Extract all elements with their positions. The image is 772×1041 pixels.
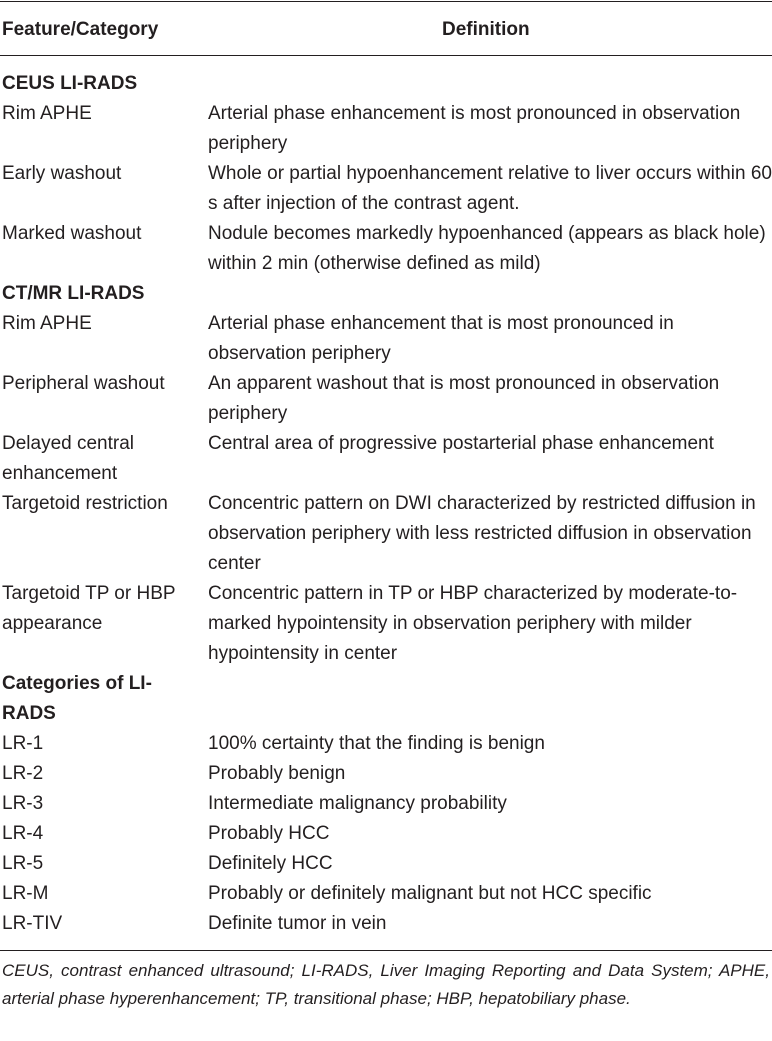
feature-cell: Marked washout bbox=[2, 223, 142, 244]
table-row bbox=[0, 909, 772, 939]
definition-cell: Arterial phase enhancement that is most pronounced in observation periphery bbox=[208, 313, 674, 364]
column-header-feature: Feature/Category bbox=[2, 19, 159, 40]
table-row bbox=[0, 879, 772, 909]
table-row bbox=[0, 489, 772, 579]
table-row bbox=[0, 309, 772, 369]
definition-cell: An apparent washout that is most pronounced in observation periphery bbox=[208, 373, 720, 424]
definition-cell: Nodule becomes markedly hypoenhanced (appears as black hole) within 2 min (otherwise defined as mild) bbox=[208, 223, 766, 274]
definition-cell: Arterial phase enhancement is most pronounced in observation periphery bbox=[208, 103, 741, 154]
table-row bbox=[0, 369, 772, 429]
section-title-ctmr: CT/MR LI-RADS bbox=[2, 283, 145, 304]
table-row bbox=[0, 819, 772, 849]
feature-cell: Early washout bbox=[2, 163, 122, 184]
definition-cell: Probably benign bbox=[208, 763, 346, 784]
table-row bbox=[0, 579, 772, 669]
table-body bbox=[0, 69, 772, 939]
definition-cell: Whole or partial hypoenhancement relative to liver occurs within 60 s after injection of the contrast agent. bbox=[208, 163, 772, 214]
definition-cell: Definite tumor in vein bbox=[208, 913, 387, 934]
section-title-ceus: CEUS LI-RADS bbox=[2, 73, 138, 94]
definition-cell: Central area of progressive postarterial phase enhancement bbox=[208, 433, 714, 454]
feature-cell: LR-1 bbox=[2, 733, 44, 754]
feature-cell: LR-3 bbox=[2, 793, 44, 814]
feature-cell: LR-2 bbox=[2, 763, 44, 784]
column-header-definition: Definition bbox=[442, 19, 530, 40]
feature-cell: LR-5 bbox=[2, 853, 44, 874]
table-footnote: CEUS, contrast enhanced ultrasound; LI-RADS, Liver Imaging Reporting and Data System; APHE, arterial phase hyperenhancement; TP, transitional phase; HBP, hepatobiliary phase. bbox=[2, 961, 770, 1008]
feature-cell: Targetoid restriction bbox=[2, 493, 168, 514]
table-row bbox=[0, 849, 772, 879]
feature-cell: Rim APHE bbox=[2, 103, 92, 124]
feature-cell: Rim APHE bbox=[2, 313, 92, 334]
section-title-categories: Categories of LI-RADS bbox=[2, 673, 152, 724]
table-row bbox=[0, 159, 772, 219]
definition-cell: 100% certainty that the finding is benign bbox=[208, 733, 545, 754]
table-row bbox=[0, 729, 772, 759]
definition-cell: Concentric pattern in TP or HBP characterized by moderate-to-marked hypointensity in observation periphery with milder hypointensity in center bbox=[208, 583, 738, 664]
feature-cell: LR-4 bbox=[2, 823, 44, 844]
feature-cell: LR-M bbox=[2, 883, 49, 904]
table-row bbox=[0, 759, 772, 789]
table-top-rule bbox=[0, 1, 772, 2]
feature-cell: Targetoid TP or HBP appearance bbox=[2, 583, 176, 634]
definition-cell: Concentric pattern on DWI characterized by restricted diffusion in observation periphery with less restricted diffusion in observation center bbox=[208, 493, 756, 574]
definition-cell: Probably or definitely malignant but not HCC specific bbox=[208, 883, 652, 904]
feature-cell: Delayed central enhancement bbox=[2, 433, 135, 484]
definition-cell: Intermediate malignancy probability bbox=[208, 793, 507, 814]
feature-cell: LR-TIV bbox=[2, 913, 63, 934]
table-row bbox=[0, 789, 772, 819]
feature-cell: Peripheral washout bbox=[2, 373, 165, 394]
table-row bbox=[0, 429, 772, 489]
table-bottom-rule bbox=[0, 950, 772, 951]
definition-cell: Definitely HCC bbox=[208, 853, 333, 874]
table-row bbox=[0, 99, 772, 159]
definition-cell: Probably HCC bbox=[208, 823, 330, 844]
header-rule bbox=[0, 55, 772, 56]
table-row bbox=[0, 219, 772, 279]
